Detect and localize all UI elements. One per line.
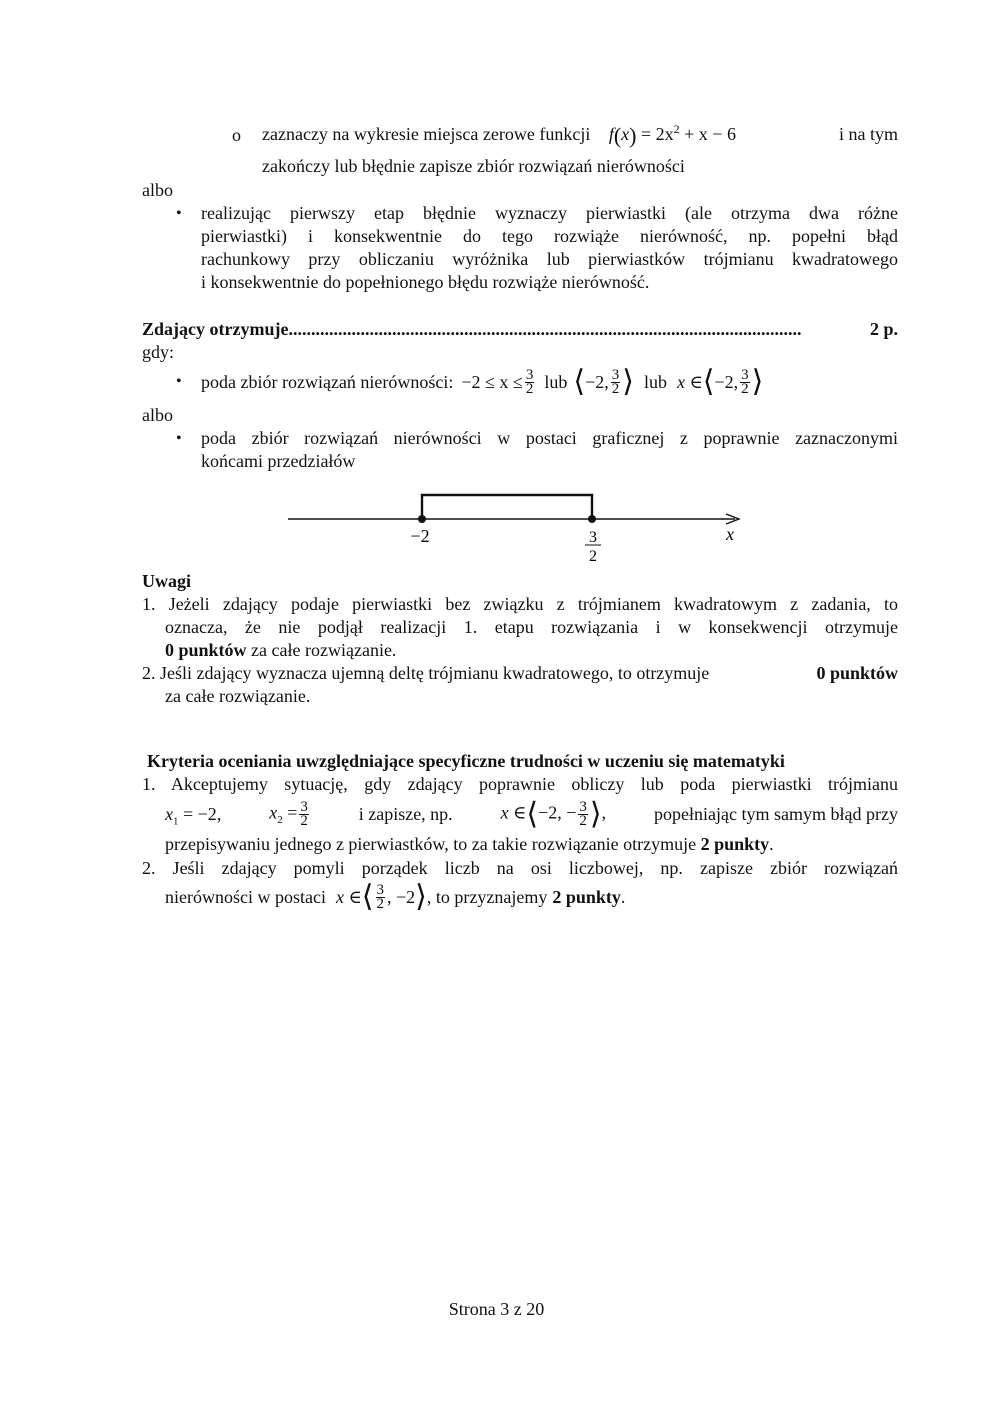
fraction: $\frac{3}{2}$ (741, 366, 749, 397)
uwagi-item-1: 1. Jeżeli zdający podaje pierwiastki bez związku z trójmianem kwadratowym z zadania, to oznacza, że nie podjął realizacji 1. etapu rozwiązania i w konsekwencji otrzymuje 0 punktów za całe rozwiązanie. (142, 594, 898, 660)
kryteria-item-1-line2: $x_1 = -2$, $x_2$ = $\frac{3}{2}$ i zapisze, np. x ∈⟨−2, − $\frac{3}{2}$ ⟩, popełniając tym samym błąd przy (165, 797, 898, 830)
bullet-2-text: poda zbiór rozwiązań nierówności: −2 ≤ x ≤ $\frac{3}{2}$ lub ⟨ −2, $\frac{3}{2}$ ⟩ lub x ∈ ⟨ −2, $\frac{3}{2}$ ⟩ (201, 365, 764, 398)
left-endpoint-dot (418, 515, 426, 523)
bullet-3-text: poda zbiór rozwiązań nierówności w postaci graficznej z poprawnie zaznaczonymi końcami przedziałów (201, 428, 898, 471)
top-item-line2: zakończy lub błędnie zapisze zbiór rozwiązań nierówności (262, 156, 685, 176)
kryteria-item-2-line2: nierówności w postaci x ∈ ⟨ $\frac{3}{2}$ , −2 ⟩ , to przyznajemy 2 punkty . (165, 880, 626, 913)
right-endpoint-dot (588, 515, 596, 523)
root-x2: $x_2$ = $\frac{3}{2}$ (269, 798, 308, 829)
right-endpoint-denominator: 2 (589, 548, 597, 565)
top-item-line1: zaznaczy na wykresie miejsca zerowe funkcji $f(x) = 2x^2 + x - 6$ i na tym (262, 122, 898, 148)
score-line: Zdający otrzymuje .................................................................................................................. 2 p. (142, 319, 898, 339)
function-formula: $f(x) = 2x^2 + x - 6$ (608, 122, 736, 148)
left-endpoint-label: −2 (410, 526, 430, 546)
kryteria-item-2-line1: 2. Jeśli zdający pomyli porządek liczb na osi liczbowej, np. zapisze zbiór rozwiązań (142, 858, 898, 878)
albo-label: albo (142, 405, 173, 425)
kryteria-title: Kryteria oceniania uwzględniające specyficzne trudności w uczeniu się matematyki (147, 751, 785, 771)
page-number: Strona 3 z 20 (448, 1299, 545, 1319)
interval-expression: x ∈⟨−2, − $\frac{3}{2}$ ⟩, (500, 797, 607, 830)
right-endpoint-numerator: 3 (589, 529, 597, 546)
bullet-1-text: realizując pierwszy etap błędnie wyznaczy pierwiastki (ale otrzyma dwa różne pierwiastki) i konsekwentnie do tego rozwiąże nierówność, np. popełni błąd rachunkowy przy obliczaniu wyróżnika lub pierwiastków trójmianu kwadratowego i konsekwentnie do popełnionego błędu rozwiąże nierówność. (201, 203, 898, 292)
circle-bullet-icon: o (232, 125, 241, 145)
bullet-icon: • (176, 205, 182, 222)
albo-label: albo (142, 180, 173, 200)
fraction: $\frac{3}{2}$ (611, 366, 620, 397)
bullet-icon: • (176, 430, 182, 447)
root-x1: $x_1 = -2$, (165, 803, 222, 828)
bullet-icon: • (176, 373, 182, 390)
uwagi-title: Uwagi (142, 571, 191, 591)
fraction: $\frac{3}{2}$ (525, 366, 534, 397)
kryteria-item-1-line1: 1. Akceptujemy sytuację, gdy zdający poprawnie obliczy lub poda pierwiastki trójmianu (142, 774, 898, 794)
uwagi-item-2: 2. Jeśli zdający wyznacza ujemną deltę trójmianu kwadratowego, to otrzymuje 0 punktów za całe rozwiązanie. (142, 663, 898, 706)
kryteria-item-1-line3: przepisywaniu jednego z pierwiastków, to za takie rozwiązanie otrzymuje 2 punkty. (165, 834, 774, 854)
interval-bracket (422, 495, 592, 519)
when-label: gdy: (142, 342, 175, 362)
number-line-diagram (280, 485, 760, 570)
axis-label: x (726, 524, 734, 544)
